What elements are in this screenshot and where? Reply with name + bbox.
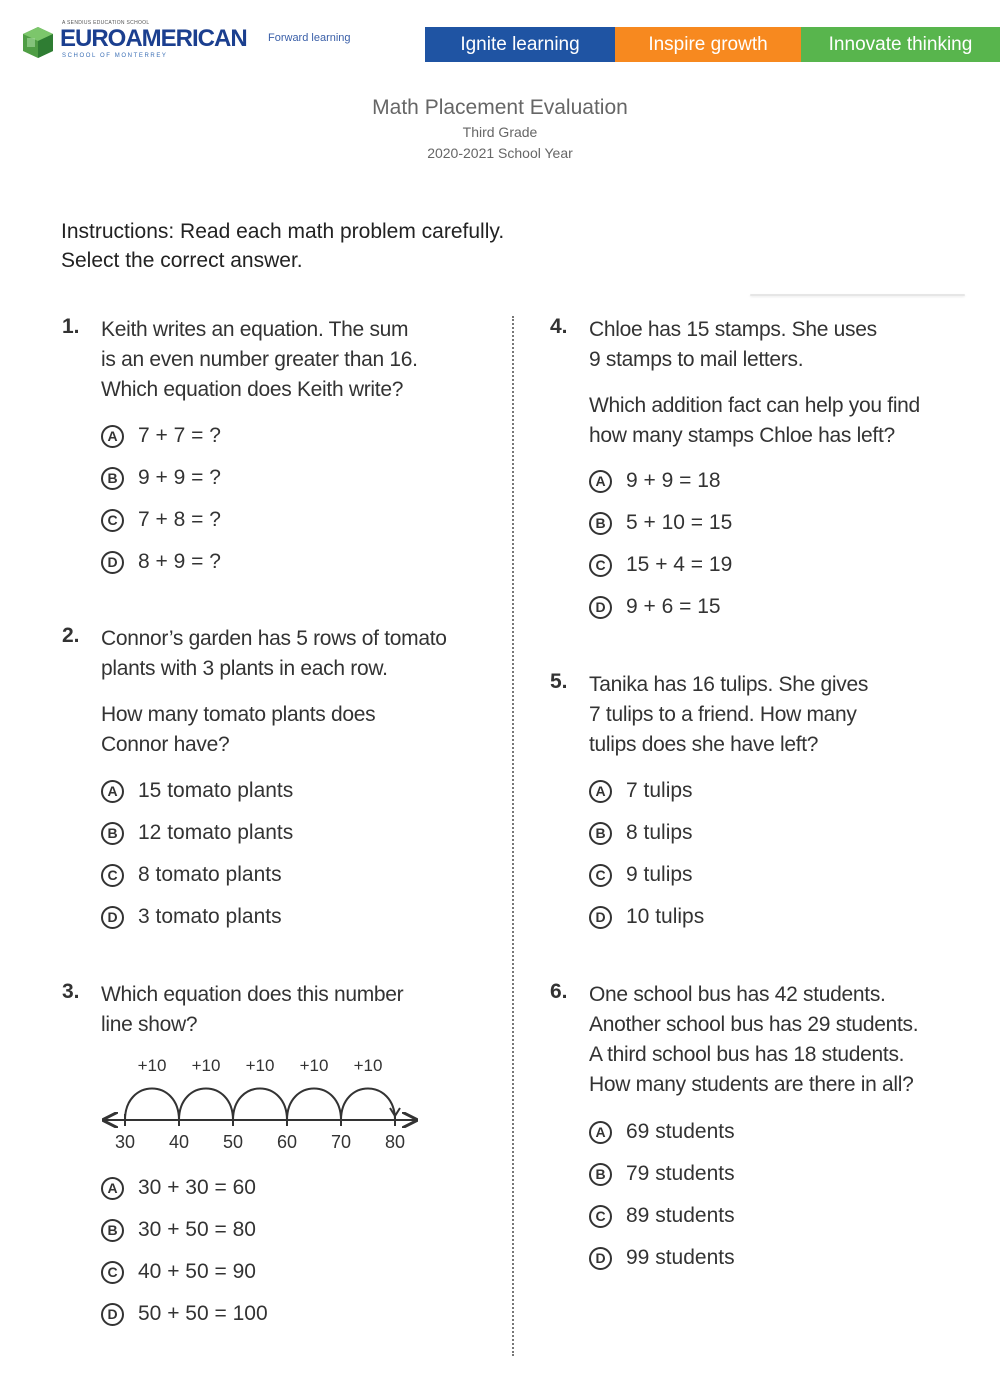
- option-text: 9 + 9 = 18: [626, 469, 721, 492]
- instructions: [61, 217, 504, 275]
- logo-cube-icon: [21, 25, 55, 59]
- answer-option-d[interactable]: [101, 547, 221, 577]
- school-logo: [18, 20, 247, 64]
- logo-wordmark: EUROAMERICAN: [60, 25, 247, 52]
- option-text: 8 tulips: [626, 821, 693, 844]
- question-line: 9 stamps to mail letters.: [589, 348, 804, 371]
- option-text: 15 + 4 = 19: [626, 553, 733, 576]
- answer-option-a[interactable]: [101, 776, 293, 806]
- page-title: Math Placement Evaluation: [372, 96, 628, 119]
- option-bubble[interactable]: B: [101, 822, 124, 845]
- question-6: [550, 980, 990, 1280]
- answer-option-a[interactable]: [101, 1173, 256, 1203]
- option-bubble[interactable]: A: [101, 1177, 124, 1200]
- number-line-tick-label: 50: [222, 1132, 244, 1152]
- question-line: How many tomato plants does: [101, 703, 376, 726]
- number-line-jump-arc: [125, 1089, 179, 1121]
- number-line-tick-label: 70: [330, 1132, 352, 1152]
- option-bubble[interactable]: B: [101, 1219, 124, 1242]
- option-bubble[interactable]: B: [589, 1163, 612, 1186]
- number-line-tick-label: 30: [114, 1132, 136, 1152]
- question-line: Connor have?: [101, 733, 230, 756]
- option-text: 7 + 8 = ?: [138, 508, 221, 531]
- option-text: 40 + 50 = 90: [138, 1260, 256, 1283]
- question-text: [101, 980, 403, 1040]
- question-number: 1.: [62, 315, 80, 338]
- answer-option-b[interactable]: [589, 818, 693, 848]
- answer-option-a[interactable]: [101, 421, 221, 451]
- option-text: 69 students: [626, 1120, 735, 1143]
- number-line-jump-arc: [179, 1089, 233, 1121]
- question-number: 5.: [550, 670, 568, 693]
- number-line-jump-label: +10: [191, 1056, 221, 1075]
- answer-option-d[interactable]: [101, 1299, 268, 1329]
- question-line: A third school bus has 18 students.: [589, 1043, 905, 1066]
- option-bubble[interactable]: B: [589, 512, 612, 535]
- number-line-tick-label: 60: [276, 1132, 298, 1152]
- answer-option-d[interactable]: [589, 592, 721, 622]
- question-line: Tanika has 16 tulips. She gives: [589, 673, 869, 696]
- option-text: 8 + 9 = ?: [138, 550, 221, 573]
- option-bubble[interactable]: A: [101, 425, 124, 448]
- option-bubble[interactable]: C: [101, 1261, 124, 1284]
- option-bubble[interactable]: C: [589, 554, 612, 577]
- number-line-jump-label: +10: [353, 1056, 383, 1075]
- answer-option-b[interactable]: [101, 463, 221, 493]
- number-line-jump-label: +10: [299, 1056, 329, 1075]
- option-text: 8 tomato plants: [138, 863, 282, 886]
- option-text: 9 + 6 = 15: [626, 595, 721, 618]
- question-4: [550, 315, 990, 625]
- question-3: [62, 980, 502, 1340]
- banner-inspire: Inspire growth: [615, 27, 801, 62]
- answer-line: [750, 294, 965, 296]
- question-line: Another school bus has 29 students.: [589, 1013, 919, 1036]
- question-number: 6.: [550, 980, 568, 1003]
- option-bubble[interactable]: C: [589, 1205, 612, 1228]
- number-line-jump-label: +10: [245, 1056, 275, 1075]
- answer-option-d[interactable]: [101, 902, 282, 932]
- option-bubble[interactable]: D: [589, 906, 612, 929]
- question-line: Which addition fact can help you find: [589, 394, 920, 417]
- question-1: [62, 315, 502, 585]
- number-line-tick-label: 40: [168, 1132, 190, 1152]
- answer-option-a[interactable]: [589, 776, 693, 806]
- option-text: 12 tomato plants: [138, 821, 294, 844]
- option-bubble[interactable]: B: [101, 467, 124, 490]
- question-line: One school bus has 42 students.: [589, 983, 886, 1006]
- question-line: Which equation does this number: [101, 983, 404, 1006]
- option-bubble[interactable]: D: [589, 596, 612, 619]
- question-line: is an even number greater than 16.: [101, 348, 418, 371]
- option-text: 30 + 30 = 60: [138, 1176, 256, 1199]
- question-number: 3.: [62, 980, 80, 1003]
- question-5: [550, 670, 990, 940]
- question-line: Which equation does Keith write?: [101, 378, 404, 401]
- option-bubble[interactable]: C: [101, 509, 124, 532]
- option-bubble[interactable]: C: [101, 864, 124, 887]
- question-line: plants with 3 plants in each row.: [101, 657, 388, 680]
- option-text: 10 tulips: [626, 905, 705, 928]
- option-bubble[interactable]: A: [589, 1121, 612, 1144]
- answer-option-c[interactable]: [589, 1201, 735, 1231]
- question-line: Connor’s garden has 5 rows of tomato: [101, 627, 447, 650]
- option-text: 9 + 9 = ?: [138, 466, 221, 489]
- option-bubble[interactable]: A: [589, 470, 612, 493]
- option-bubble[interactable]: C: [589, 864, 612, 887]
- question-number: 4.: [550, 315, 568, 338]
- question-2: [62, 624, 502, 944]
- answer-option-c[interactable]: [589, 860, 693, 890]
- instructions-line-1: Instructions: Read each math problem carefully.: [61, 220, 505, 243]
- question-line: Keith writes an equation. The sum: [101, 318, 409, 341]
- number-line-jump-arc: [233, 1089, 287, 1121]
- option-bubble[interactable]: D: [101, 906, 124, 929]
- answer-option-b[interactable]: [101, 818, 293, 848]
- tagline: Forward learning: [268, 32, 351, 44]
- answer-option-c[interactable]: [101, 1257, 256, 1287]
- banner-ignite: Ignite learning: [425, 27, 615, 62]
- option-text: 5 + 10 = 15: [626, 511, 733, 534]
- option-text: 79 students: [626, 1162, 735, 1185]
- banner-innovate: Innovate thinking: [801, 27, 1000, 62]
- column-divider: [512, 316, 514, 1356]
- answer-option-c[interactable]: [101, 860, 282, 890]
- option-text: 15 tomato plants: [138, 779, 294, 802]
- question-line: how many stamps Chloe has left?: [589, 424, 895, 447]
- question-text: [589, 315, 920, 451]
- question-text: [589, 980, 918, 1100]
- option-text: 89 students: [626, 1204, 735, 1227]
- answer-option-d[interactable]: [589, 1243, 735, 1273]
- option-text: 7 tulips: [626, 779, 693, 802]
- number-line-tick-label: 80: [384, 1132, 406, 1152]
- option-bubble[interactable]: D: [101, 551, 124, 574]
- question-text: [101, 315, 418, 405]
- answer-option-a[interactable]: [589, 1117, 735, 1147]
- number-line-diagram: [100, 1050, 420, 1155]
- number-line-jump-arc: [287, 1089, 341, 1121]
- option-text: 7 + 7 = ?: [138, 424, 221, 447]
- school-year-label: 2020-2021 School Year: [427, 145, 573, 161]
- option-bubble[interactable]: A: [589, 780, 612, 803]
- question-line: How many students are there in all?: [589, 1073, 914, 1096]
- option-text: 30 + 50 = 80: [138, 1218, 256, 1241]
- option-text: 9 tulips: [626, 863, 693, 886]
- option-text: 99 students: [626, 1246, 735, 1269]
- answer-option-d[interactable]: [589, 902, 704, 932]
- option-text: 50 + 50 = 100: [138, 1302, 268, 1325]
- answer-option-b[interactable]: [589, 1159, 735, 1189]
- question-text: [589, 670, 868, 760]
- answer-option-c[interactable]: [589, 550, 732, 580]
- answer-option-a[interactable]: [589, 466, 721, 496]
- option-bubble[interactable]: D: [101, 1303, 124, 1326]
- option-bubble[interactable]: D: [589, 1247, 612, 1270]
- question-number: 2.: [62, 624, 80, 647]
- number-line-jump-label: +10: [137, 1056, 167, 1075]
- question-text: [101, 624, 447, 760]
- answer-option-b[interactable]: [589, 508, 732, 538]
- logo-small-text: A SENDIUS EDUCATION SCHOOL: [62, 20, 150, 26]
- question-line: line show?: [101, 1013, 198, 1036]
- question-line: 7 tulips to a friend. How many: [589, 703, 857, 726]
- question-line: Chloe has 15 stamps. She uses: [589, 318, 877, 341]
- answer-option-b[interactable]: [101, 1215, 256, 1245]
- answer-option-c[interactable]: [101, 505, 221, 535]
- question-line: tulips does she have left?: [589, 733, 819, 756]
- number-line-jump-arc: [341, 1089, 395, 1121]
- option-bubble[interactable]: A: [101, 780, 124, 803]
- instructions-line-2: Select the correct answer.: [61, 249, 303, 272]
- logo-subtitle: SCHOOL OF MONTERREY: [62, 53, 168, 59]
- option-text: 3 tomato plants: [138, 905, 282, 928]
- grade-label: Third Grade: [462, 124, 538, 140]
- option-bubble[interactable]: B: [589, 822, 612, 845]
